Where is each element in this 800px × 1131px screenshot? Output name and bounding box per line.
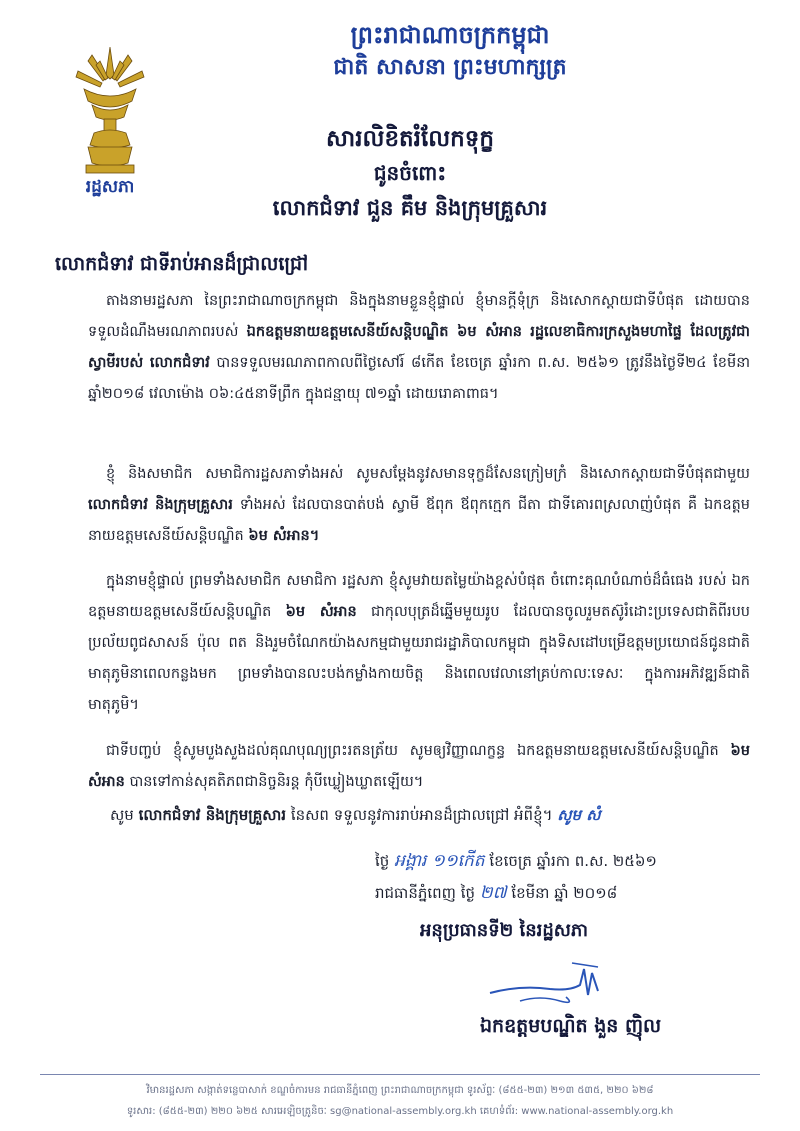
lunar-date-suffix: ខែចេត្រ ឆ្នាំរកា ព.ស. ២៥៦១ <box>489 852 657 870</box>
paragraph-1-spouse: លោកជំទាវ <box>149 355 210 371</box>
paragraph-1-text-e: បានទទួលមរណភាពកាលពីថ្ងៃសៅរ៍ ៨កើត ខែចេត្រ ឆ្នាំរកា ព.ស. ២៥៦១ ត្រូវនឹងថ្ងៃទី២៤ ខែមីនា ឆ្នាំ២០១៨ វេលាម៉ោង ០៦:៤៥នាទីព្រឹក ក្នុងជន្មាយុ ៧១ឆ្នាំ ដោយរោគាពាធ។ <box>88 355 750 402</box>
footer-address: វិមានរដ្ឋសភា សង្កាត់ទន្លេបាសាក់ ខណ្ឌចំការមន រាជធានីភ្នំពេញ ព្រះរាជាណាចក្រកម្ពុជា ទូរស័ព្ទៈ (៨៥៥-២៣) ២១៣ ៥៣៥, ២២០ ៦២៨ <box>146 1085 654 1096</box>
national-motto: ជាតិ សាសនា ព្រះមហាក្សត្រ <box>333 54 567 80</box>
paragraph-2-deceased-name: ៦ម សំអាន។ <box>248 528 320 544</box>
signer-name: ឯកឧត្តមបណ្ឌិត ងួន ញ៉ិល <box>480 1015 662 1037</box>
kingdom-heading: ព្រះរាជាណាចក្រកម្ពុជា <box>350 20 550 49</box>
paragraph-1-text-a: តាងនាមរដ្ឋសភា នៃព្រះរាជាណាចក្រកម្ពុជា និងក្នុងនាមខ្លួនខ្ញុំផ្ទាល់ ខ្ញុំមានក្តីទុំក្រ និងសោកស្តាយជាទីបំផុត ដោយបានទទួលដំណឹងមរណភាពរបស់ <box>88 293 750 340</box>
closing-line <box>110 806 760 828</box>
paragraph-3-text-c: ជាកុលបុត្រដ៏ឆ្នើមមួយរូប ដែលបានចូលរួមតស៊ូរំដោះប្រទេសជាតិពីរបបប្រល័យពូជសាសន៍ ប៉ុល ពត និងរួមចំណែកយ៉ាងសកម្មជាមួយរាជរដ្ឋាភិបាលកម្ពុជា ក្នុងទិសដៅបម្រើឧត្តមប្រយោជន៍ជូនជាតិមាតុភូមិនាពេលកន្លងមក ព្រមទាំងបានលះបង់កម្លាំងកាយចិត្ត និងពេលវេលានៅគ្រប់កាលៈទេសៈ ក្នុងការអភិវឌ្ឍន៍ជាតិមាតុភូមិ។ <box>88 604 750 713</box>
paragraph-1 <box>88 286 750 410</box>
closing-text: នៃសព ទទួលនូវការរាប់អានដ៏ជ្រាលជ្រៅ អំពីខ្ញុំ។ <box>290 806 553 824</box>
paragraph-4 <box>88 736 750 798</box>
paragraph-4-deceased-name: ៦ម សំអាន <box>88 743 750 790</box>
paragraph-3-deceased-name: ៦ម សំអាន <box>285 604 357 620</box>
lunar-date-prefix: ថ្ងៃ <box>375 852 390 870</box>
gregorian-date-prefix: រាជធានីភ្នំពេញ ថ្ងៃ <box>375 884 475 902</box>
paragraph-4-text-c: បានទៅកាន់សុគតិភពជានិច្ចនិរន្ត កុំបីឃ្លៀងឃ្លាតឡើយ។ <box>129 774 424 790</box>
signer-position: អនុប្រធានទី២ នៃរដ្ឋសភា <box>420 920 589 941</box>
footer-contact: ទូរសារ: (៨៥៥-២៣) ២២០ ៦២៥ សារអេឡិចត្រូនិចៈ sg@national-assembly.org.kh គេហទំព័រ: www.national-assembly.org.kh <box>126 1106 674 1117</box>
letter-title: សារលិខិតរំលែកទុក្ខ <box>326 125 494 152</box>
gregorian-date-handwritten: ២៧ <box>479 883 507 903</box>
paragraph-1-deceased-name: ឯកឧត្តមនាយឧត្តមសេនីយ៍សន្តិបណ្ឌិត ៦ម សំអាន <box>246 324 523 340</box>
emblem-label: រដ្ឋសភា <box>85 177 135 197</box>
paragraph-3-text-a: ក្នុងនាមខ្ញុំផ្ទាល់ ព្រមទាំងសមាជិក សមាជិកា រដ្ឋសភា ខ្ញុំសូមវាយតម្លៃយ៉ាងខ្ពស់បំផុត ចំពោះគុណបំណាច់ដ៏ធំធេង របស់ ឯកឧត្តមនាយឧត្តមសេនីយ៍សន្តិបណ្ឌិត <box>88 573 750 620</box>
paragraph-3 <box>88 566 750 721</box>
paragraph-2-text-c: ទាំងអស់ ដែលបានបាត់បង់ ស្វាមី ឪពុក ឪពុកក្មេក ជីតា ជាទីគោរពស្រលាញ់បំផុត គឺ ឯកឧត្តមនាយឧត្តមសេនីយ៍សន្តិបណ្ឌិត <box>88 497 750 544</box>
lunar-date-line <box>375 850 775 875</box>
gregorian-date-suffix: ខែមីនា ឆ្នាំ ២០១៨ <box>511 884 618 902</box>
letter-recipient-intro: ជូនចំពោះ <box>373 161 447 185</box>
paragraph-2 <box>88 459 750 552</box>
gregorian-date-line <box>375 882 775 907</box>
paragraph-2-family: លោកជំទាវ និងក្រុមគ្រួសារ <box>88 497 233 513</box>
footer-divider <box>40 1074 760 1075</box>
salutation: លោកជំទាវ ជាទីរាប់អានដ៏ជ្រាលជ្រៅ <box>55 253 309 275</box>
national-assembly-emblem-icon <box>70 45 150 185</box>
closing-prefix: សូម <box>110 806 134 824</box>
letter-recipient: លោកជំទាវ ជួន គឹម និងក្រុមគ្រួសារ <box>272 195 548 220</box>
paragraph-2-text-a: ខ្ញុំ និងសមាជិក សមាជិការដ្ឋសភាទាំងអស់ សូមសម្តែងនូវសមានទុក្ខដ៏សែនក្រៀមក្រំ និងសោកស្តាយជាទីបំផុតជាមួយ <box>106 466 750 482</box>
paragraph-4-text-a: ជាទីបញ្ចប់ ខ្ញុំសូមបួងសួងដល់គុណបុណ្យព្រះរតនត្រ័យ សូមឲ្យវិញ្ញាណក្ខន្ធ ឯកឧត្តមនាយឧត្តមសេនីយ៍សន្តិបណ្ឌិត <box>106 743 719 759</box>
closing-handwritten-note: សូម សំ <box>557 806 601 824</box>
paragraph-1-title: រដ្ឋលេខាធិការក្រសួងមហាផ្ទៃ ដែលត្រូវជាស្វាមីរបស់ <box>88 324 750 371</box>
lunar-date-handwritten: អង្គារ ១១កើត <box>394 851 485 871</box>
closing-addressee: លោកជំទាវ និងក្រុមគ្រួសារ <box>138 806 287 824</box>
signature-icon <box>480 955 630 1015</box>
